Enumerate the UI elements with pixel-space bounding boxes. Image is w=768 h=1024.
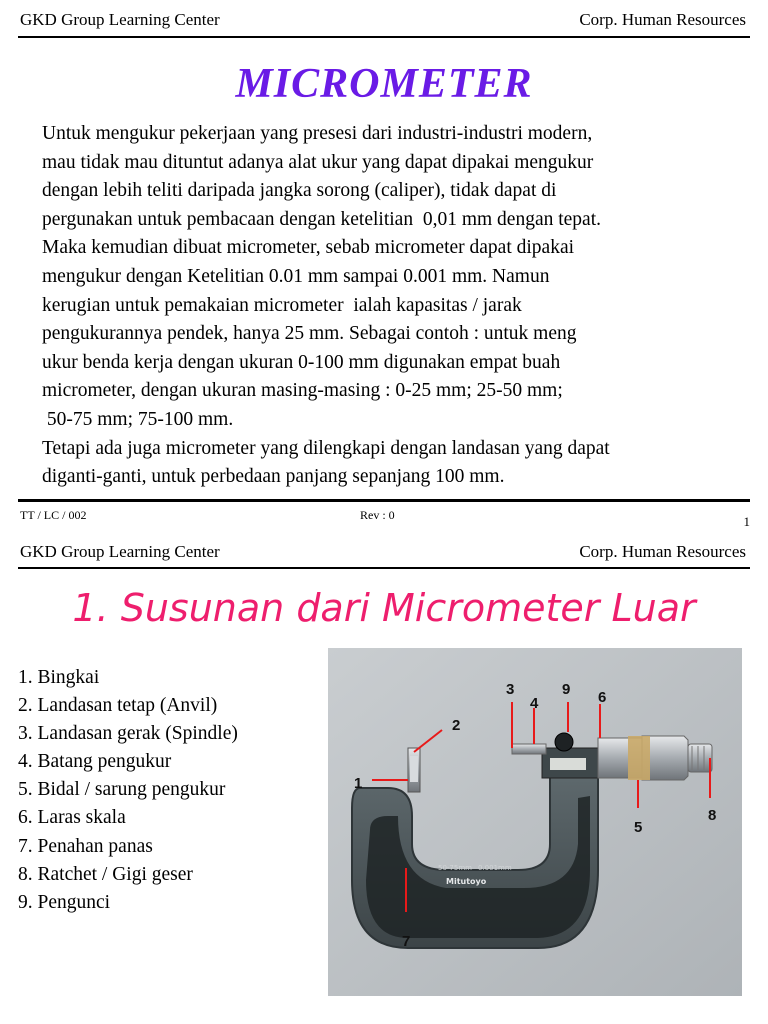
list-item: 4. Batang pengukur: [18, 751, 172, 773]
header-right-label: Corp. Human Resources: [579, 542, 746, 561]
paragraph-line: ukur benda kerja dengan ukuran 0-100 mm digunakan empat buah: [42, 351, 561, 373]
paragraph-line: diganti-ganti, untuk perbedaan panjang sepanjang 100 mm.: [42, 466, 505, 488]
section-title: 1. Susunan dari Micrometer Luar: [72, 586, 696, 630]
page2-header: [18, 542, 750, 564]
micrometer-photo: [328, 648, 742, 996]
parts-list: [18, 664, 238, 917]
page-number: 1: [743, 514, 750, 529]
header-divider: [18, 36, 750, 38]
page-title: MICROMETER: [235, 61, 533, 107]
callout-number: 1: [354, 775, 363, 792]
header-right-label: Corp. Human Resources: [579, 10, 746, 29]
list-item: 5. Bidal / sarung pengukur: [18, 779, 226, 801]
brand-logo: Mitutoyo: [446, 877, 487, 886]
thimble-band: [628, 736, 650, 780]
header-divider: [18, 567, 750, 569]
paragraph-line: 50-75 mm; 75-100 mm.: [42, 408, 234, 430]
callout-number: 4: [530, 695, 539, 712]
list-item: 8. Ratchet / Gigi geser: [18, 863, 193, 885]
list-item: 7. Penahan panas: [18, 835, 153, 857]
paragraph-line: Tetapi ada juga micrometer yang dilengkapi dengan landasan yang dapat: [42, 437, 610, 459]
lock-knob: [555, 733, 573, 751]
callout-number: 6: [598, 689, 607, 706]
callout-number: 9: [562, 681, 571, 698]
paragraph-line: mau tidak mau dituntut adanya alat ukur yang dapat dipakai mengukur: [42, 151, 594, 173]
page1-header: [18, 10, 750, 32]
spindle: [512, 744, 546, 754]
callout-number: 8: [708, 807, 717, 824]
digital-counter: [550, 758, 586, 770]
header-left-label: GKD Group Learning Center: [20, 542, 220, 561]
paragraph-line: micrometer, dengan ukuran masing-masing : 0-25 mm; 25-50 mm;: [42, 380, 563, 402]
footer-revision: Rev : 0: [360, 508, 395, 522]
paragraph-line: dengan lebih teliti daripada jangka sorong (caliper), tidak dapat di: [42, 180, 557, 202]
callout-number: 7: [402, 933, 411, 950]
paragraph-line: kerugian untuk pemakaian micrometer ialah kapasitas / jarak: [42, 294, 522, 316]
paragraph-line: Untuk mengukur pekerjaan yang presesi dari industri-industri modern,: [42, 123, 593, 144]
paragraph-line: pengukurannya pendek, hanya 25 mm. Sebagai contoh : untuk meng: [42, 323, 577, 345]
page1-footer: [18, 508, 750, 529]
callout-number: 3: [506, 681, 515, 698]
list-item: 9. Pengunci: [18, 891, 111, 913]
paragraph-line: pergunakan untuk pembacaan dengan ketelitian 0,01 mm dengan tepat.: [42, 208, 601, 230]
paragraph-line: mengukur dengan Ketelitian 0.01 mm sampai 0.001 mm. Namun: [42, 265, 550, 287]
engraving-range: 50-75mm: [438, 864, 472, 872]
callout-number: 2: [452, 717, 461, 734]
paragraph-line: Maka kemudian dibuat micrometer, sebab micrometer dapat dipakai: [42, 237, 575, 259]
callout-number: 5: [634, 819, 643, 836]
header-left-label: GKD Group Learning Center: [20, 10, 220, 29]
footer-doc-code: TT / LC / 002: [20, 508, 87, 522]
anvil-face: [410, 756, 418, 782]
footer-divider: [18, 499, 750, 502]
list-item: 2. Landasan tetap (Anvil): [18, 695, 218, 717]
list-item: 3. Landasan gerak (Spindle): [18, 723, 238, 745]
engraving-precision: 0.001mm: [478, 864, 512, 872]
list-item: 1. Bingkai: [18, 667, 100, 688]
list-item: 6. Laras skala: [18, 807, 126, 829]
intro-paragraph: [42, 120, 742, 492]
